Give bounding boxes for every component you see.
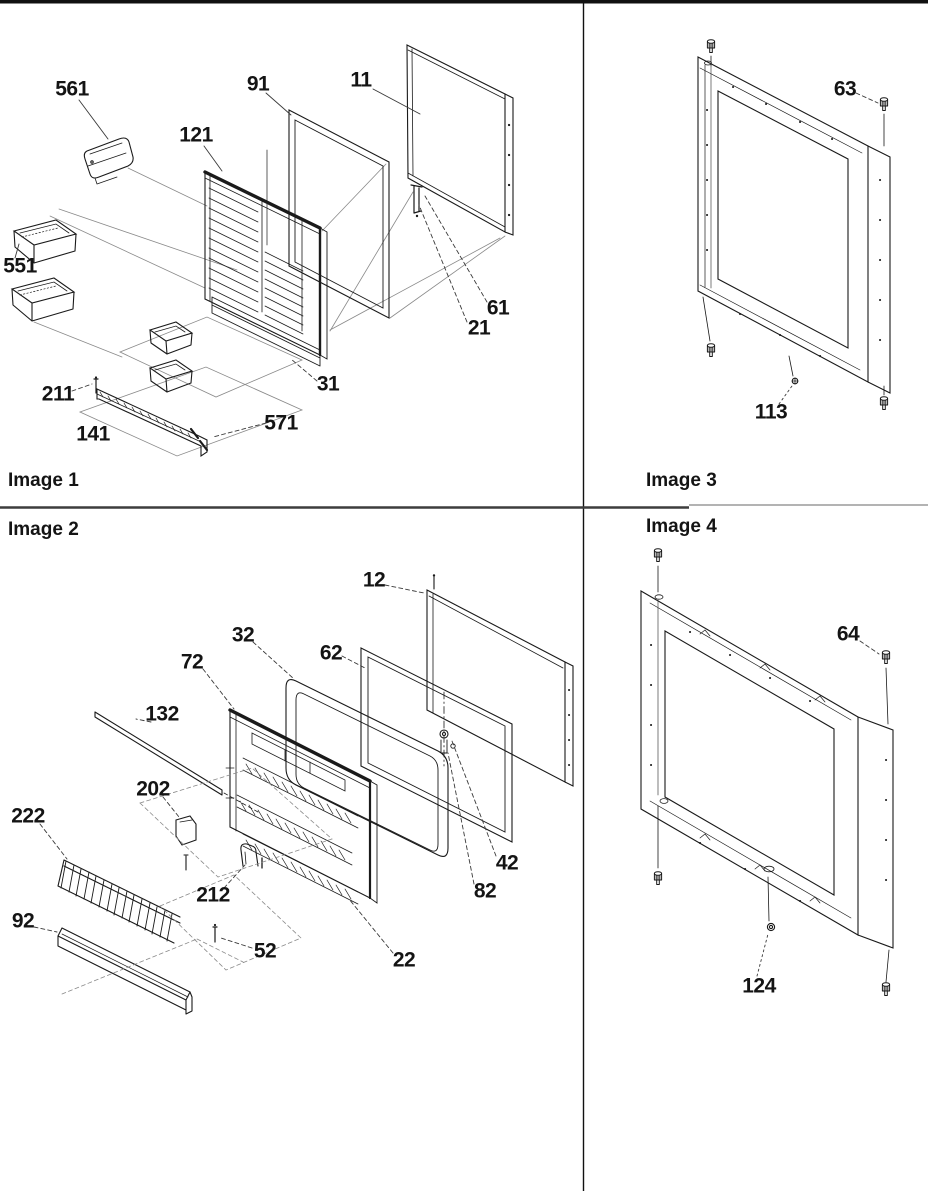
part-callout-82: 82 xyxy=(473,879,497,903)
image3-leaders xyxy=(779,93,878,404)
part-callout-31: 31 xyxy=(316,372,340,396)
part-callout-212: 212 xyxy=(196,883,230,907)
part-callout-12: 12 xyxy=(362,568,386,592)
part-212-bracket xyxy=(241,844,262,868)
part-callout-72: 72 xyxy=(180,650,204,674)
part-callout-92: 92 xyxy=(11,909,35,933)
door-hinge-pin xyxy=(411,185,422,217)
part-91-gasket xyxy=(289,110,389,318)
part-42-82-hinge xyxy=(440,692,455,766)
part-12-outer-door xyxy=(427,574,573,786)
image3-drawing xyxy=(698,40,890,410)
panel-title-image2: Image 2 xyxy=(8,519,79,540)
part-callout-22: 22 xyxy=(392,948,416,972)
part-callout-11: 11 xyxy=(350,68,372,92)
part-callout-551: 551 xyxy=(3,254,37,278)
part-callout-222: 222 xyxy=(11,804,45,828)
part-callout-63: 63 xyxy=(833,77,857,101)
part-callout-64: 64 xyxy=(836,622,860,646)
part-11-outer-door xyxy=(407,45,513,235)
panel-title-image1: Image 1 xyxy=(8,470,79,491)
small-bins xyxy=(150,322,192,392)
frame-body xyxy=(698,57,890,393)
alignment-lines-2 xyxy=(62,768,332,994)
part-callout-132: 132 xyxy=(145,702,179,726)
top-border xyxy=(0,0,928,4)
part-121-door-liner xyxy=(205,150,327,366)
part-92-tray xyxy=(58,928,192,1014)
image4-leaders xyxy=(757,641,879,976)
part-callout-91: 91 xyxy=(246,72,270,96)
frame-screws-4 xyxy=(654,549,889,996)
part-callout-141: 141 xyxy=(76,422,110,446)
panel-title-image3: Image 3 xyxy=(646,470,717,491)
part-callout-42: 42 xyxy=(495,851,519,875)
part-callout-202: 202 xyxy=(136,777,170,801)
part-141-trim xyxy=(97,389,207,456)
part-callout-52: 52 xyxy=(253,939,277,963)
part-callout-121: 121 xyxy=(179,123,213,147)
part-52-pin xyxy=(213,924,217,942)
part-callout-124: 124 xyxy=(742,974,776,998)
image4-drawing xyxy=(641,549,893,996)
part-202-clip xyxy=(176,816,196,870)
part-callout-61: 61 xyxy=(486,296,510,320)
image2-drawing xyxy=(34,574,573,1014)
part-callout-113: 113 xyxy=(754,400,788,424)
part-222-rack xyxy=(58,860,180,943)
part-callout-32: 32 xyxy=(231,623,255,647)
image1-drawing xyxy=(12,45,513,456)
part-callout-211: 211 xyxy=(41,382,75,406)
part-callout-561: 561 xyxy=(55,77,89,101)
frame-screws xyxy=(703,40,888,410)
part-571-screws xyxy=(191,429,207,450)
part-callout-62: 62 xyxy=(319,641,343,665)
image1-leaders xyxy=(15,89,487,437)
part-132-trim xyxy=(95,712,258,812)
part-561-cover xyxy=(84,138,133,184)
part-callout-21: 21 xyxy=(467,316,491,340)
panel-title-image4: Image 4 xyxy=(646,516,717,537)
part-113-screw xyxy=(789,356,798,384)
part-callout-571: 571 xyxy=(264,411,298,435)
part-62-gasket xyxy=(361,648,512,842)
